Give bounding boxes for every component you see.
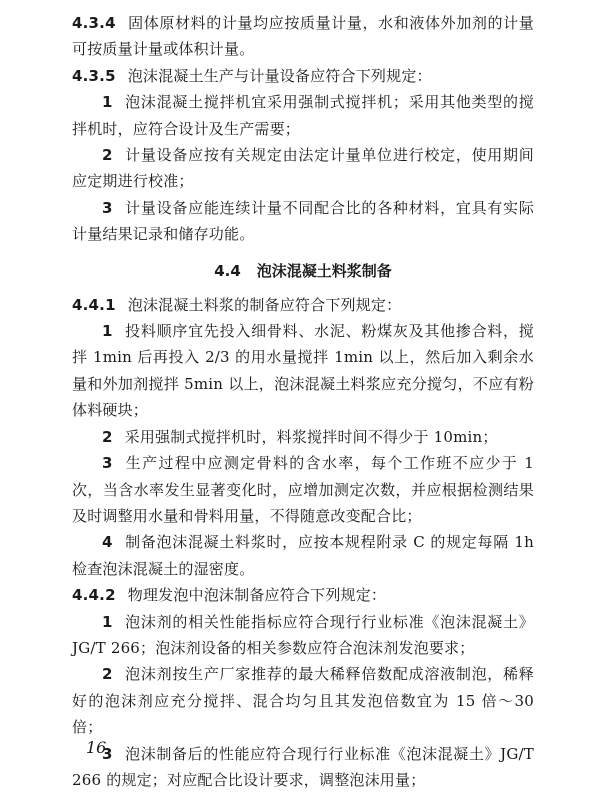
item-number: 1 [102,612,113,631]
item-number: 3 [102,198,113,217]
item-text: 采用强制式搅拌机时，料浆搅拌时间不得少于 10min； [124,427,498,446]
item-number: 1 [102,93,113,112]
list-item [72,89,534,142]
list-item [72,318,534,424]
clause-text: 泡沫混凝土料浆的制备应符合下列规定： [127,295,402,314]
section-number: 4.4 [214,261,241,280]
item-number: 2 [102,665,113,684]
item-text: 计量设备应能连续计量不同配合比的各种材料，宜具有实际计量结果记录和储存功能。 [72,198,534,244]
clause-4-4-2 [72,582,534,608]
item-text: 泡沫混凝土搅拌机宜采用强制式搅拌机；采用其他类型的搅拌机时，应符合设计及生产需要； [72,93,534,138]
clause-4-3-5 [72,63,534,89]
item-text: 生产过程中应测定骨料的含水率，每个工作班不应少于 1 次，当含水率发生显著变化时，应增加测定次数，并应根据检测结果及时调整用水量和骨料用量，不得随意改变配合比； [72,454,534,525]
item-number: 3 [102,744,113,763]
item-text: 制备泡沫混凝土料浆时，应按本规程附录 C 的规定每隔 1h 检查泡沫混凝土的湿密度。 [72,533,534,578]
clause-4-4-1 [72,292,534,318]
item-text: 泡沫剂的相关性能指标应符合现行行业标准《泡沫混凝土》JG/T 266；泡沫剂设备的相关参数应符合泡沫剂发泡要求； [72,612,534,657]
item-number: 1 [102,322,113,341]
page-number: 16 [86,738,107,757]
section-heading [72,258,534,284]
clause-4-3-4 [72,10,534,63]
list-item [72,195,534,248]
item-text: 计量设备应按有关规定由法定计量单位进行校定，使用期间应定期进行校准； [72,146,534,191]
list-item [72,142,534,195]
clause-number: 4.4.2 [72,586,116,605]
list-item [72,609,534,662]
section-title: 泡沫混凝土料浆制备 [256,261,392,280]
item-number: 2 [102,146,113,165]
item-number: 3 [102,454,113,473]
list-item [72,424,534,450]
clause-number: 4.3.4 [72,14,116,32]
item-text: 泡沫剂按生产厂家推荐的最大稀释倍数配成溶液制泡，稀释好的泡沫剂应充分搅拌、混合均匀且其发泡倍数宜为 15 倍～30 倍； [72,665,534,737]
bottom-block [72,292,534,793]
clause-text: 泡沫混凝土生产与计量设备应符合下列规定： [127,66,432,85]
clause-number: 4.3.5 [72,66,116,85]
list-item [72,661,534,740]
item-number: 4 [102,533,113,552]
clause-text: 物理发泡中泡沫制备应符合下列规定： [127,586,387,605]
clause-number: 4.4.1 [72,295,116,314]
item-text: 投料顺序宜先投入细骨料、水泥、粉煤灰及其他掺合料，搅拌 1min 后再投入 2/3 的用水量搅拌 1min 以上，然后加入剩余水量和外加剂搅拌 5min 以上，泡沫混凝土料浆应充分搅匀，不应有粉体料硬块； [72,322,534,420]
list-item [72,741,534,793]
item-number: 2 [102,427,113,446]
list-item [72,529,534,582]
list-item [72,450,534,529]
clause-text: 固体原材料的计量均应按质量计量，水和液体外加剂的计量可按质量计量或体积计量。 [72,14,534,59]
item-text: 泡沫制备后的性能应符合现行行业标准《泡沫混凝土》JG/T 266 的规定；对应配合比设计要求，调整泡沫用量； [72,744,534,789]
top-block [72,10,534,248]
